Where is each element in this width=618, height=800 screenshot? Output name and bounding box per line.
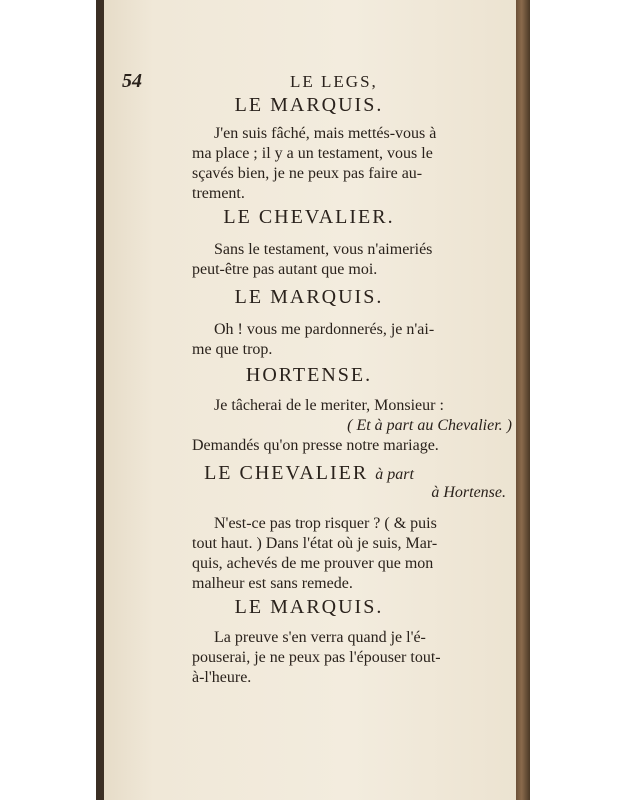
- text-line: Je tâcherai de le meriter, Monsieur :: [214, 397, 444, 414]
- page-edge-right: [516, 0, 530, 800]
- speaker-heading-with-aside: [0, 462, 618, 485]
- text-line: quis, achevés de me prouver que mon: [192, 555, 434, 572]
- text-line: trement.: [192, 185, 245, 202]
- stage-direction: à Hortense.: [431, 484, 506, 501]
- speaker-heading: HORTENSE.: [245, 364, 373, 386]
- speaker-heading: LE MARQUIS.: [234, 94, 384, 116]
- text-line: malheur est sans remede.: [192, 575, 353, 592]
- text-line: sçavés bien, je ne peux pas faire au-: [192, 165, 423, 182]
- speech-text: [192, 396, 512, 456]
- text-line: me que trop.: [192, 341, 273, 358]
- speaker-heading: LE CHEVALIER.: [223, 206, 395, 228]
- speech-text: [192, 514, 512, 594]
- text-line: pouserai, je ne peux pas l'épouser tout-: [192, 649, 441, 666]
- speech-text: [192, 628, 512, 688]
- text-line: ma place ; il y a un testament, vous le: [192, 145, 433, 162]
- text-line: La preuve s'en verra quand je l'é-: [214, 629, 426, 646]
- stage-direction: à part: [375, 466, 414, 483]
- text-line: Sans le testament, vous n'aimeriés: [214, 241, 433, 258]
- stage-direction: ( Et à part au Chevalier. ): [347, 417, 512, 434]
- text-line: Oh ! vous me pardonnerés, je n'ai-: [214, 321, 435, 338]
- page-number: 54: [122, 70, 142, 92]
- speech-text: [192, 124, 512, 204]
- speaker-heading: LE MARQUIS.: [234, 596, 384, 618]
- text-line: à-l'heure.: [192, 669, 252, 686]
- text-line: peut-être pas autant que moi.: [192, 261, 378, 278]
- speaker-heading: LE MARQUIS.: [234, 286, 384, 308]
- speech-text: [192, 240, 512, 280]
- text-line: J'en suis fâché, mais mettés-vous à: [214, 125, 437, 142]
- text-line: Demandés qu'on presse notre mariage.: [192, 437, 439, 454]
- page-header: [122, 70, 500, 94]
- speech-text: [192, 320, 512, 360]
- running-head: LE LEGS,: [290, 72, 378, 91]
- text-line: N'est-ce pas trop risquer ? ( & puis: [214, 515, 437, 532]
- text-line: tout haut. ) Dans l'état où je suis, Mar-: [192, 535, 438, 552]
- speaker-name: LE CHEVALIER: [204, 462, 369, 484]
